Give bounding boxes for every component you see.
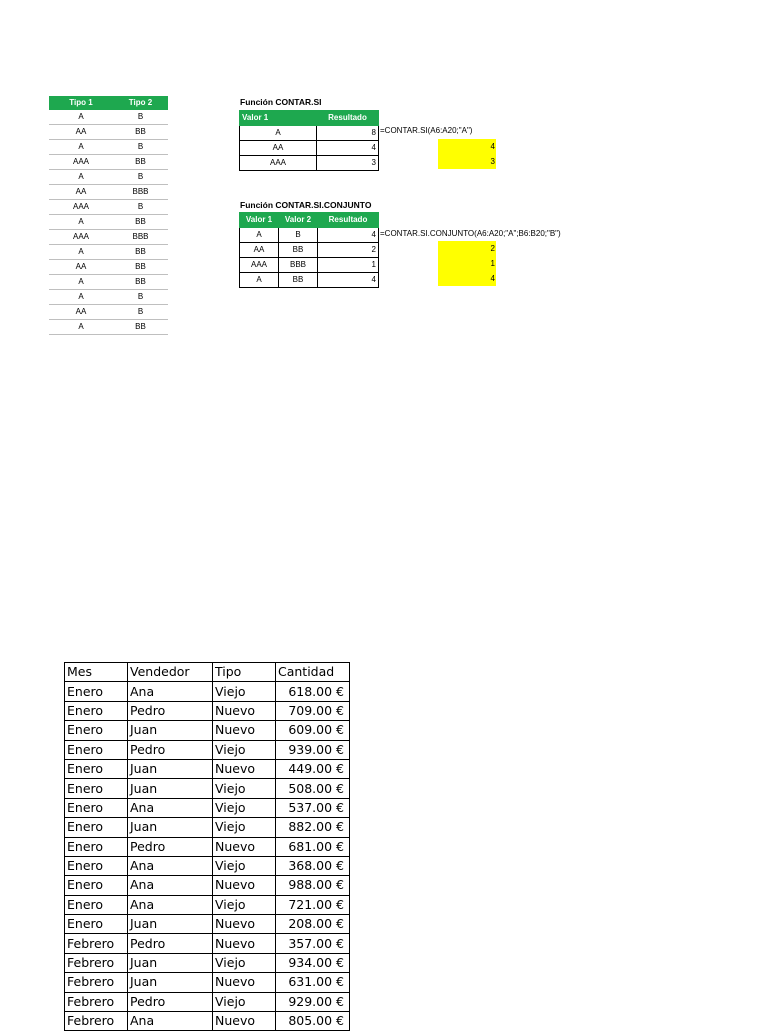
header-mes: Mes: [65, 663, 128, 682]
table-cell: AA: [240, 141, 317, 156]
table-cell: BBB: [113, 185, 168, 200]
table-cell: 934.00 €: [276, 953, 350, 972]
tipo-table: [49, 96, 168, 335]
table-cell: AAA: [240, 156, 317, 171]
table-cell: B: [113, 140, 168, 155]
table-cell: BBB: [113, 230, 168, 245]
tipo-header-row: [49, 96, 168, 110]
table-row: [49, 245, 168, 260]
table-cell: Ana: [128, 1012, 213, 1031]
table-cell: 929.00 €: [276, 992, 350, 1011]
table-cell: Nuevo: [213, 1012, 276, 1031]
table-cell: Enero: [65, 682, 128, 701]
table-cell: BB: [113, 320, 168, 335]
table-cell: 508.00 €: [276, 779, 350, 798]
table-cell: BB: [113, 260, 168, 275]
header-cantidad: Cantidad: [276, 663, 350, 682]
header-valor-1: Valor 1: [240, 213, 279, 228]
table-row: [49, 215, 168, 230]
table-row: [49, 200, 168, 215]
table-cell: A: [49, 140, 113, 155]
table-cell: 4: [317, 141, 379, 156]
table-cell: Viejo: [213, 740, 276, 759]
table-cell: Enero: [65, 798, 128, 817]
table-cell: 449.00 €: [276, 759, 350, 778]
table-cell: BB: [279, 273, 318, 288]
table-cell: 631.00 €: [276, 973, 350, 992]
header-vendedor: Vendedor: [128, 663, 213, 682]
table-cell: Ana: [128, 682, 213, 701]
table-cell: BB: [113, 125, 168, 140]
table-cell: Enero: [65, 856, 128, 875]
table-cell: 681.00 €: [276, 837, 350, 856]
table-cell: Viejo: [213, 953, 276, 972]
table-row: [65, 740, 350, 759]
table-cell: 609.00 €: [276, 721, 350, 740]
table-row: [49, 230, 168, 245]
table-cell: Enero: [65, 759, 128, 778]
table-cell: 882.00 €: [276, 818, 350, 837]
table-row: [240, 156, 379, 171]
table-cell: BB: [113, 275, 168, 290]
table-row: [49, 260, 168, 275]
table-cell: Enero: [65, 837, 128, 856]
table-row: [65, 837, 350, 856]
table-cell: 2: [318, 243, 379, 258]
table-cell: Viejo: [213, 682, 276, 701]
header-resultado: Resultado: [318, 213, 379, 228]
contar-si-conjunto-header-row: [240, 213, 379, 228]
table-cell: Ana: [128, 895, 213, 914]
table-cell: 1: [318, 258, 379, 273]
table-cell: Nuevo: [213, 721, 276, 740]
table-row: [65, 759, 350, 778]
table-cell: 368.00 €: [276, 856, 350, 875]
table-cell: 208.00 €: [276, 915, 350, 934]
sales-table: [64, 662, 350, 1031]
table-cell: Juan: [128, 759, 213, 778]
table-cell: Enero: [65, 701, 128, 720]
table-row: [65, 721, 350, 740]
table-row: [65, 682, 350, 701]
header-valor-1: Valor 1: [240, 111, 317, 126]
contar-si-conjunto-formula: =CONTAR.SI.CONJUNTO(A6:A20;"A";B6:B20;"B"): [380, 229, 561, 238]
table-cell: B: [113, 110, 168, 125]
table-row: [65, 1012, 350, 1031]
table-cell: BB: [279, 243, 318, 258]
table-row: [65, 934, 350, 953]
table-row: [49, 155, 168, 170]
table-cell: Ana: [128, 856, 213, 875]
table-cell: AAA: [240, 258, 279, 273]
table-cell: AA: [240, 243, 279, 258]
table-cell: 3: [317, 156, 379, 171]
highlight-cell: 4: [438, 139, 496, 154]
table-cell: Enero: [65, 779, 128, 798]
table-cell: A: [240, 273, 279, 288]
tipo-table-body: [49, 110, 168, 335]
table-row: [65, 876, 350, 895]
table-cell: A: [240, 126, 317, 141]
header-resultado: Resultado: [317, 111, 379, 126]
table-cell: Nuevo: [213, 934, 276, 953]
contar-si-highlight-cells: [438, 139, 496, 169]
highlight-cell: 3: [438, 154, 496, 169]
table-cell: Febrero: [65, 1012, 128, 1031]
table-row: [65, 895, 350, 914]
table-row: [65, 973, 350, 992]
header-tipo-1: Tipo 1: [49, 96, 113, 110]
table-cell: 618.00 €: [276, 682, 350, 701]
table-cell: Viejo: [213, 779, 276, 798]
contar-si-conjunto-highlight-cells: [438, 241, 496, 286]
contar-si-conjunto-title: Función CONTAR.SI.CONJUNTO: [240, 200, 372, 210]
table-cell: Ana: [128, 876, 213, 895]
table-cell: Nuevo: [213, 876, 276, 895]
table-cell: Febrero: [65, 934, 128, 953]
table-cell: Enero: [65, 740, 128, 759]
table-row: [65, 915, 350, 934]
table-cell: AAA: [49, 230, 113, 245]
table-row: [65, 992, 350, 1011]
table-row: [49, 170, 168, 185]
table-row: [65, 953, 350, 972]
contar-si-formula: =CONTAR.SI(A6:A20;"A"): [380, 126, 473, 135]
table-cell: AA: [49, 185, 113, 200]
table-cell: Enero: [65, 915, 128, 934]
table-row: [49, 110, 168, 125]
table-cell: 4: [318, 273, 379, 288]
table-cell: Juan: [128, 915, 213, 934]
table-cell: A: [49, 110, 113, 125]
table-row: [240, 243, 379, 258]
table-cell: AAA: [49, 155, 113, 170]
table-cell: 939.00 €: [276, 740, 350, 759]
sales-header-row: [65, 663, 350, 682]
table-row: [240, 141, 379, 156]
table-row: [240, 273, 379, 288]
table-cell: Nuevo: [213, 759, 276, 778]
table-cell: Juan: [128, 953, 213, 972]
table-row: [49, 140, 168, 155]
table-cell: Viejo: [213, 798, 276, 817]
table-cell: A: [49, 290, 113, 305]
table-row: [240, 126, 379, 141]
contar-si-table-body: [240, 126, 379, 171]
table-cell: A: [240, 228, 279, 243]
table-cell: Viejo: [213, 992, 276, 1011]
table-cell: Febrero: [65, 992, 128, 1011]
contar-si-table: [239, 110, 379, 171]
header-tipo: Tipo: [213, 663, 276, 682]
table-cell: 988.00 €: [276, 876, 350, 895]
table-row: [49, 320, 168, 335]
table-cell: BBB: [279, 258, 318, 273]
table-cell: 8: [317, 126, 379, 141]
table-cell: Viejo: [213, 856, 276, 875]
table-cell: BB: [113, 155, 168, 170]
table-row: [65, 818, 350, 837]
table-cell: BB: [113, 215, 168, 230]
table-row: [49, 185, 168, 200]
table-cell: Febrero: [65, 973, 128, 992]
table-cell: Nuevo: [213, 915, 276, 934]
highlight-cell: 4: [438, 271, 496, 286]
table-cell: Enero: [65, 895, 128, 914]
table-row: [65, 779, 350, 798]
header-tipo-2: Tipo 2: [113, 96, 168, 110]
table-cell: Juan: [128, 779, 213, 798]
table-cell: Ana: [128, 798, 213, 817]
table-cell: 357.00 €: [276, 934, 350, 953]
table-cell: Nuevo: [213, 701, 276, 720]
table-cell: Pedro: [128, 934, 213, 953]
table-cell: Febrero: [65, 953, 128, 972]
table-cell: 4: [318, 228, 379, 243]
table-cell: 709.00 €: [276, 701, 350, 720]
table-cell: B: [113, 170, 168, 185]
table-cell: Pedro: [128, 701, 213, 720]
table-cell: Viejo: [213, 818, 276, 837]
table-row: [65, 856, 350, 875]
table-cell: AA: [49, 125, 113, 140]
table-cell: B: [279, 228, 318, 243]
table-cell: A: [49, 245, 113, 260]
table-cell: Pedro: [128, 740, 213, 759]
header-valor-2: Valor 2: [279, 213, 318, 228]
contar-si-title: Función CONTAR.SI: [240, 97, 322, 107]
sales-table-body: [65, 682, 350, 1031]
table-row: [49, 125, 168, 140]
table-cell: A: [49, 215, 113, 230]
table-row: [65, 798, 350, 817]
table-cell: A: [49, 320, 113, 335]
table-cell: Enero: [65, 876, 128, 895]
table-row: [49, 290, 168, 305]
table-row: [49, 305, 168, 320]
table-cell: B: [113, 305, 168, 320]
table-cell: Juan: [128, 818, 213, 837]
table-row: [240, 228, 379, 243]
contar-si-conjunto-table: [239, 212, 379, 288]
table-cell: Pedro: [128, 837, 213, 856]
table-cell: Nuevo: [213, 837, 276, 856]
table-cell: 537.00 €: [276, 798, 350, 817]
table-cell: Nuevo: [213, 973, 276, 992]
highlight-cell: 2: [438, 241, 496, 256]
table-cell: Juan: [128, 973, 213, 992]
table-cell: 805.00 €: [276, 1012, 350, 1031]
table-cell: Juan: [128, 721, 213, 740]
table-cell: 721.00 €: [276, 895, 350, 914]
contar-si-conjunto-table-body: [240, 228, 379, 288]
table-row: [65, 701, 350, 720]
table-cell: AAA: [49, 200, 113, 215]
table-cell: A: [49, 275, 113, 290]
table-cell: Pedro: [128, 992, 213, 1011]
table-cell: A: [49, 170, 113, 185]
table-cell: Enero: [65, 818, 128, 837]
table-row: [49, 275, 168, 290]
table-row: [240, 258, 379, 273]
highlight-cell: 1: [438, 256, 496, 271]
table-cell: Viejo: [213, 895, 276, 914]
table-cell: B: [113, 290, 168, 305]
table-cell: B: [113, 200, 168, 215]
table-cell: AA: [49, 305, 113, 320]
table-cell: Enero: [65, 721, 128, 740]
table-cell: AA: [49, 260, 113, 275]
contar-si-header-row: [240, 111, 379, 126]
table-cell: BB: [113, 245, 168, 260]
